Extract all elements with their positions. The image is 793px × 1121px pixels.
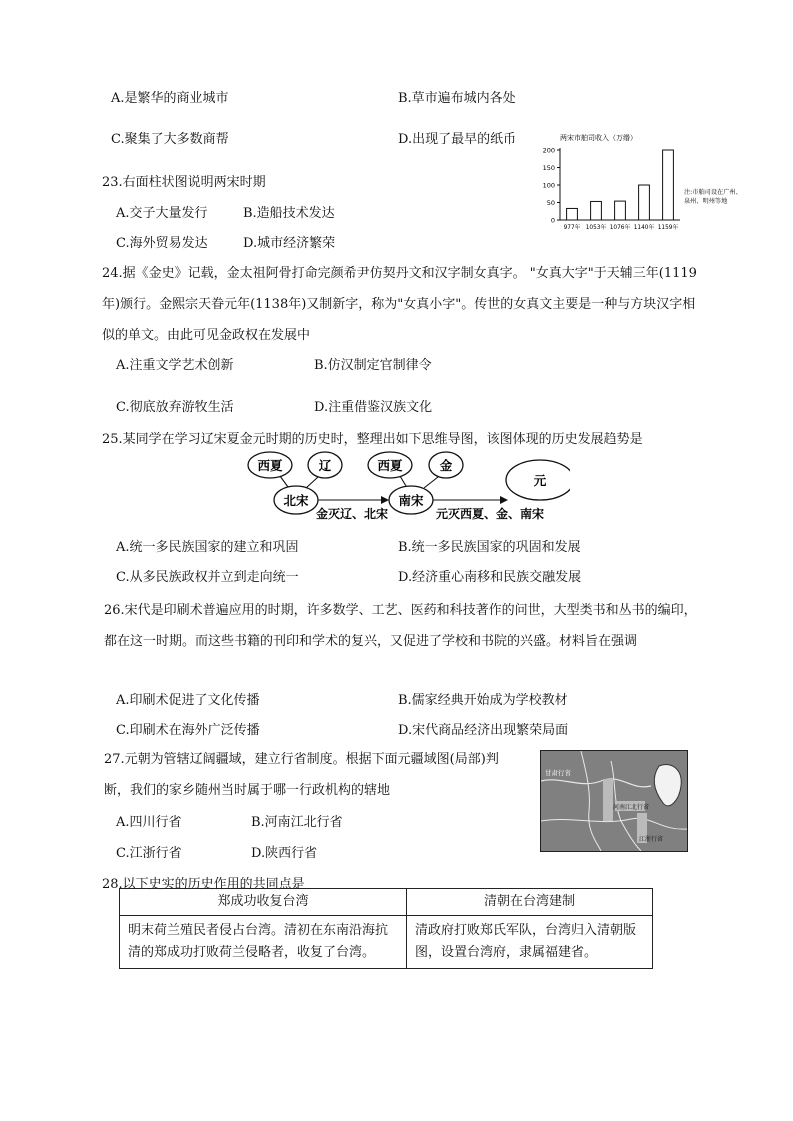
chart-title: 两宋市舶司收入（万缗） — [560, 134, 637, 142]
q26-option-a: A.印刷术促进了文化传播 — [116, 693, 260, 708]
q28-header-1: 郑成功收复台湾 — [120, 889, 407, 916]
label-xixia-2: 西夏 — [377, 458, 403, 473]
q24-option-d: D.注重借鉴汉族文化 — [314, 400, 433, 415]
chart-x-tick-label: 977年 — [563, 225, 581, 231]
chart-y-tick-label: 100 — [542, 181, 555, 190]
mindmap-svg — [240, 448, 570, 522]
arrow1-label: 金灭辽、北宋 — [315, 507, 389, 521]
q26-option-d: D.宋代商品经济出现繁荣局面 — [398, 723, 569, 738]
q22-option-b: B.草市遍布城内各处 — [398, 91, 516, 106]
q23-option-c: C.海外贸易发达 — [116, 236, 208, 251]
q22-option-a: A.是繁华的商业城市 — [111, 91, 229, 106]
q28-table — [119, 888, 653, 969]
label-yuan: 元 — [533, 473, 547, 488]
chart-x-tick-label: 1053年 — [585, 225, 607, 231]
map-label-jiangzhe: 江浙行省 — [639, 836, 664, 843]
q26-stem: 26.宋代是印刷术普遍应用的时期，许多数学、工艺、医药和科技著作的问世，大型类书和丛书的编印，都在这一时期。而这些书籍的刊印和学术的复兴，又促进了学校和书院的兴盛。材料旨在强调 — [104, 603, 697, 649]
map-label-gansu: 甘肃行省 — [545, 769, 571, 777]
q23-option-b: B.造船技术发达 — [243, 206, 335, 221]
q28-stem: 28.以下史实的历史作用的共同点是 — [102, 877, 305, 892]
chart-bar — [591, 201, 602, 220]
label-liao: 辽 — [318, 458, 332, 473]
q25-stem: 25.某同学在学习辽宋夏金元时期的历史时，整理出如下思维导图，该图体现的历史发展趋势是 — [102, 432, 643, 447]
q27-option-a: A.四川行省 — [116, 815, 182, 830]
q28-cell-2: 清政府打败郑氏军队，台湾归入清朝版图，设置台湾府，隶属福建省。 — [407, 916, 653, 969]
q28-cell-1: 明末荷兰殖民者侵占台湾。清初在东南沿海抗清的郑成功打败荷兰侵略者，收复了台湾。 — [120, 916, 407, 969]
q22-option-c: C.聚集了大多数商帮 — [111, 132, 229, 147]
chart-annotation: 注:市舶司设在广州、 泉州、明州等地 — [684, 189, 742, 205]
chart-bar — [639, 185, 650, 220]
q24-option-a: A.注重文学艺术创新 — [116, 358, 234, 373]
q27-option-c: C.江浙行省 — [116, 846, 182, 861]
revenue-bar-chart — [534, 130, 774, 238]
chart-x-tick-label: 1159年 — [657, 225, 679, 231]
arrow2-label: 元灭西夏、金、南宋 — [435, 507, 545, 521]
q25-option-c: C.从多民族政权并立到走向统一 — [116, 570, 299, 585]
q27-option-b: B.河南江北行省 — [251, 815, 343, 830]
yuan-territory-map — [540, 750, 688, 852]
chart-bar — [615, 201, 626, 220]
q27-option-d: D.陕西行省 — [251, 846, 318, 861]
label-xixia-1: 西夏 — [257, 458, 283, 473]
chart-bar — [663, 150, 674, 220]
q23-option-d: D.城市经济繁荣 — [243, 236, 336, 251]
q24-option-b: B.仿汉制定官制律令 — [314, 358, 432, 373]
q26-option-b: B.儒家经典开始成为学校教材 — [398, 693, 568, 708]
chart-x-tick-label: 1076年 — [609, 225, 631, 231]
q27-stem: 27.元朝为管辖辽阔疆域，建立行省制度。根据下面元疆域图(局部)判断，我们的家乡随州当时属于哪一行政机构的辖地 — [104, 752, 499, 798]
chart-bar — [567, 208, 578, 220]
chart-y-tick-label: 150 — [542, 164, 555, 172]
q25-option-b: B.统一多民族国家的巩固和发展 — [398, 540, 581, 555]
chart-y-tick-label: 0 — [550, 216, 555, 225]
q25-option-d: D.经济重心南移和民族交融发展 — [398, 570, 582, 585]
q23-stem: 23.右面柱状图说明两宋时期 — [102, 175, 266, 190]
map-label-henan: 河南江北行省 — [613, 804, 650, 811]
q25-option-a: A.统一多民族国家的建立和巩固 — [116, 540, 299, 555]
label-nansong: 南宋 — [398, 493, 424, 508]
map-svg — [541, 751, 687, 851]
q23-option-a: A.交子大量发行 — [116, 206, 208, 221]
chart-svg — [534, 130, 774, 238]
q26-option-c: C.印刷术在海外广泛传播 — [116, 723, 260, 738]
chart-x-tick-label: 1140年 — [633, 225, 655, 231]
q24-stem: 24.据《金史》记载，金太祖阿骨打命完颜希尹仿契丹文和汉字制女真字。 "女真大字"于天辅三年(1119年)颁行。金熙宗天眷元年(1138年)又制新字，称为"女真小字"。传世的女真文主要是一种与方块汉字相似的单文。由此可见金政权在发展中 — [102, 266, 697, 343]
chart-y-tick-label: 200 — [542, 146, 555, 155]
q22-option-d: D.出现了最早的纸币 — [398, 132, 517, 147]
q24-option-c: C.彻底放弃游牧生活 — [116, 400, 234, 415]
q25-mindmap — [240, 448, 570, 522]
chart-y-tick-label: 50 — [546, 199, 555, 207]
label-jin: 金 — [439, 458, 453, 473]
q28-header-2: 清朝在台湾建制 — [407, 889, 653, 916]
label-beisong: 北宋 — [283, 493, 309, 508]
